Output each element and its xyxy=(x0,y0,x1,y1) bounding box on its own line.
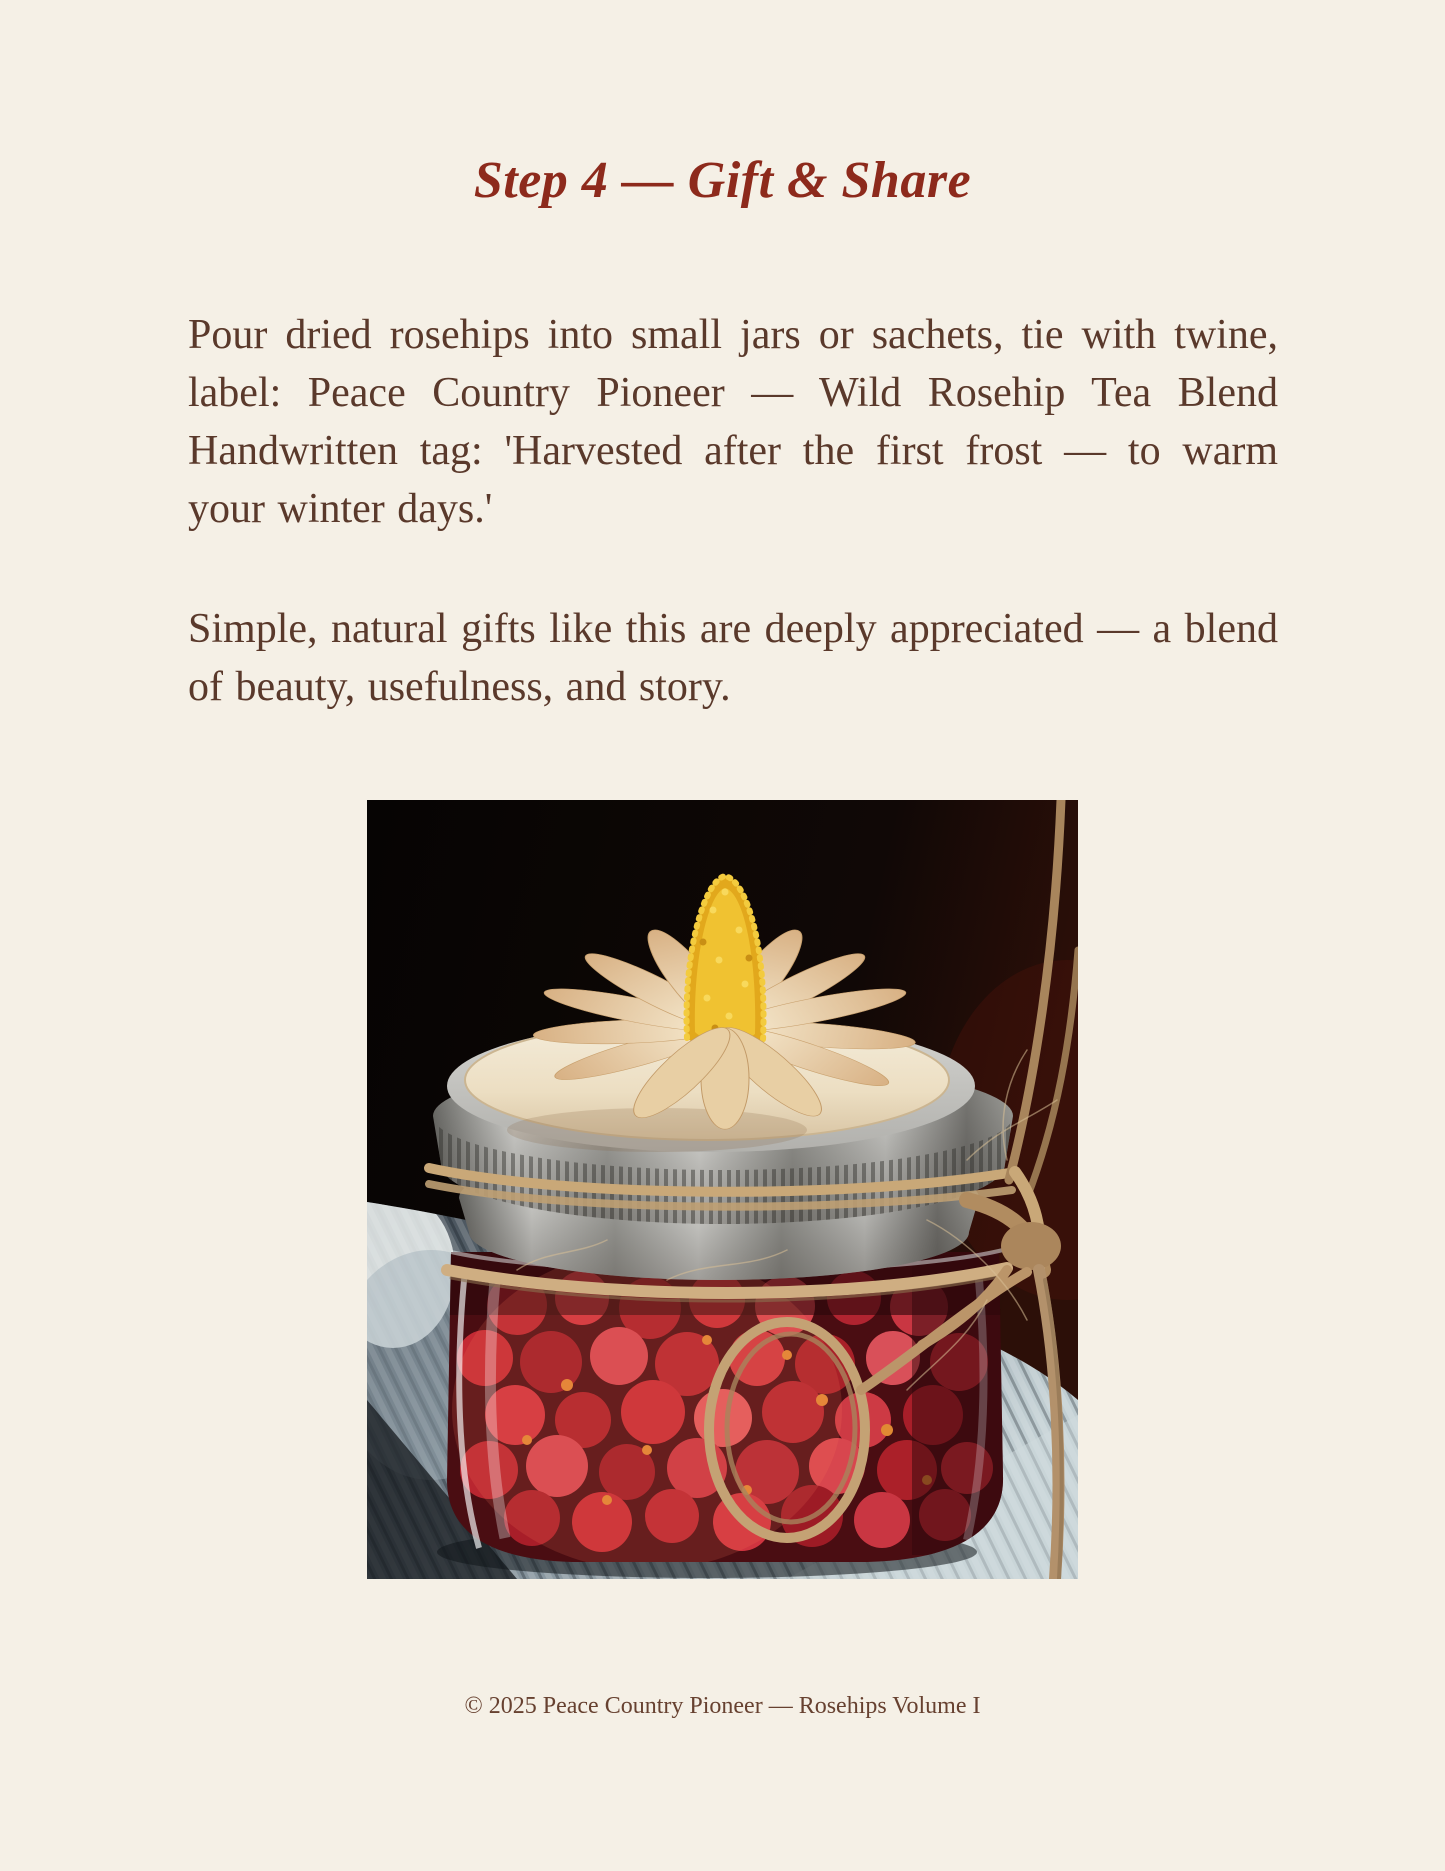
page-title: Step 4 — Gift & Share xyxy=(473,152,972,209)
body-text-block xyxy=(188,306,1278,716)
body-paragraph-2: Simple, natural gifts like this are deeply appreciated — a blend of beauty, usefulness, and story. xyxy=(188,606,1278,710)
body-paragraph-1: Pour dried rosehips into small jars or sachets, tie with twine, label: Peace Country Pioneer — Wild Rosehip Tea Blend Handwritten tag: 'Harvested after the first frost — to warm your winter days.' xyxy=(188,312,1278,532)
photo-illustration xyxy=(367,800,1078,1579)
rosehip-jar-photo xyxy=(367,800,1078,1579)
footer-copyright: © 2025 Peace Country Pioneer — Rosehips Volume I xyxy=(464,1693,981,1719)
